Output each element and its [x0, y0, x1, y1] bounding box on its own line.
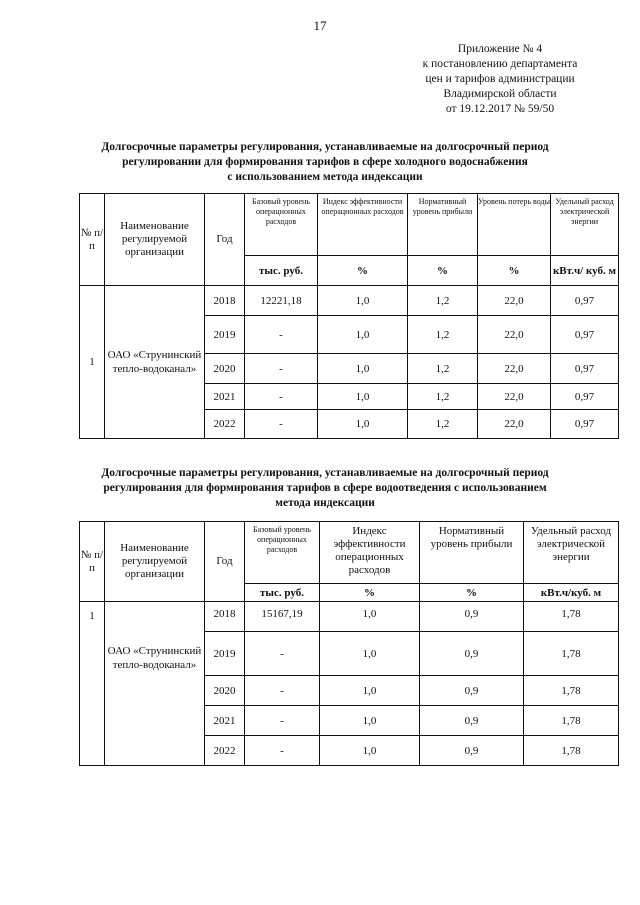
cell-profit: 0,9 [420, 632, 524, 676]
org-name-text: ОАО «Струнинский тепло-водоканал» [107, 645, 202, 671]
cell-profit: 1,2 [408, 410, 478, 439]
title-line: Долгосрочные параметры регулирования, устанавливаемые на долгосрочный период [101, 467, 549, 479]
unit-energy: кВт.ч/куб. м [524, 584, 619, 602]
cell-loss: 22,0 [478, 410, 551, 439]
cell-base: - [245, 632, 320, 676]
cell-efficiency: 1,0 [318, 286, 408, 316]
cell-year: 2022 [205, 410, 245, 439]
cold-water-table [79, 193, 619, 439]
unit-profit: % [408, 256, 478, 286]
cell-loss: 22,0 [478, 384, 551, 410]
header-year: Год [205, 522, 245, 602]
unit-base-level: тыс. руб. [245, 584, 320, 602]
header-year: Год [205, 194, 245, 286]
cell-efficiency: 1,0 [320, 602, 420, 632]
unit-efficiency: % [320, 584, 420, 602]
cell-year: 2020 [205, 354, 245, 384]
cell-base: - [245, 354, 318, 384]
cell-year: 2022 [205, 736, 245, 766]
cell-energy: 0,97 [551, 384, 619, 410]
cell-year: 2019 [205, 316, 245, 354]
org-name [105, 602, 205, 766]
table-row [80, 286, 619, 316]
cell-efficiency: 1,0 [320, 706, 420, 736]
title-line: Долгосрочные параметры регулирования, устанавливаемые на долгосрочный период [101, 141, 549, 153]
cell-base: - [245, 316, 318, 354]
cell-profit: 1,2 [408, 316, 478, 354]
header-profit: Нормативный уровень прибыли [408, 194, 478, 256]
cell-year: 2018 [205, 602, 245, 632]
cell-efficiency: 1,0 [318, 410, 408, 439]
header-org: Наименование регулируемой организации [105, 194, 205, 286]
cell-base: - [245, 676, 320, 706]
appendix-line: к постановлению департамента [422, 58, 578, 70]
header-num: № п/п [80, 194, 105, 286]
cell-efficiency: 1,0 [318, 316, 408, 354]
cell-year: 2018 [205, 286, 245, 316]
cell-base: - [245, 736, 320, 766]
cell-base: - [245, 706, 320, 736]
cell-energy: 1,78 [524, 676, 619, 706]
cell-energy: 1,78 [524, 736, 619, 766]
cell-profit: 1,2 [408, 384, 478, 410]
header-org: Наименование регулируемой организации [105, 522, 205, 602]
appendix-line: Приложение № 4 [457, 43, 543, 55]
cell-profit: 0,9 [420, 602, 524, 632]
cell-loss: 22,0 [478, 316, 551, 354]
cell-profit: 0,9 [420, 736, 524, 766]
cell-profit: 0,9 [420, 676, 524, 706]
cell-base: 12221,18 [245, 286, 318, 316]
cell-profit: 1,2 [408, 286, 478, 316]
cell-year: 2021 [205, 706, 245, 736]
unit-base-level: тыс. руб. [245, 256, 318, 286]
cell-profit: 1,2 [408, 354, 478, 384]
header-energy: Удельный расход электрической энергии [551, 194, 619, 256]
cell-energy: 0,97 [551, 354, 619, 384]
cell-efficiency: 1,0 [318, 354, 408, 384]
cell-efficiency: 1,0 [320, 676, 420, 706]
appendix-line: цен и тарифов администрации [425, 73, 575, 85]
cell-profit: 0,9 [420, 706, 524, 736]
cell-energy: 1,78 [524, 632, 619, 676]
header-base-level: Базовый уровень операционных расходов [245, 194, 318, 256]
cell-efficiency: 1,0 [318, 384, 408, 410]
cell-year: 2020 [205, 676, 245, 706]
cell-base: - [245, 410, 318, 439]
cell-base: - [245, 384, 318, 410]
row-number: 1 [80, 286, 105, 439]
header-base-level: Базовый уровень операционных расходов [245, 522, 320, 584]
wastewater-table [79, 521, 619, 766]
header-energy: Удельный расход электрической энергии [524, 522, 619, 584]
header-num: № п/ п [80, 522, 105, 602]
unit-water-loss: % [478, 256, 551, 286]
table-row [80, 602, 619, 632]
title-line: метода индексации [275, 497, 375, 509]
appendix-line: от 19.12.2017 № 59/50 [445, 103, 555, 115]
appendix-line: Владимирской области [443, 88, 557, 100]
section2-title [60, 466, 590, 511]
cell-loss: 22,0 [478, 354, 551, 384]
title-line: регулирования для формирования тарифов в сфере водоотведения с использованием [103, 482, 547, 494]
cell-loss: 22,0 [478, 286, 551, 316]
cell-energy: 1,78 [524, 706, 619, 736]
title-line: с использованием метода индексации [227, 171, 423, 183]
cell-energy: 1,78 [524, 602, 619, 632]
row-number: 1 [80, 602, 105, 766]
unit-efficiency: % [318, 256, 408, 286]
header-profit: Нормативный уровень прибыли [420, 522, 524, 584]
cell-energy: 0,97 [551, 286, 619, 316]
cell-energy: 0,97 [551, 316, 619, 354]
cell-base: 15167,19 [245, 602, 320, 632]
section1-title [60, 140, 590, 185]
unit-energy: кВт.ч/ куб. м [551, 256, 619, 286]
cell-energy: 0,97 [551, 410, 619, 439]
header-efficiency: Индекс эффективности операционных расходов [318, 194, 408, 256]
page-number: 17 [313, 18, 327, 33]
cell-year: 2019 [205, 632, 245, 676]
cell-year: 2021 [205, 384, 245, 410]
title-line: регулировании для формирования тарифов в сфере холодного водоснабжения [122, 156, 528, 168]
cell-efficiency: 1,0 [320, 632, 420, 676]
header-water-loss: Уровень потерь воды [478, 194, 551, 256]
appendix-block [380, 42, 620, 117]
cell-efficiency: 1,0 [320, 736, 420, 766]
header-efficiency: Индекс эффективности операционных расходов [320, 522, 420, 584]
unit-profit: % [420, 584, 524, 602]
org-name: ОАО «Струнинский тепло-водоканал» [105, 286, 205, 439]
